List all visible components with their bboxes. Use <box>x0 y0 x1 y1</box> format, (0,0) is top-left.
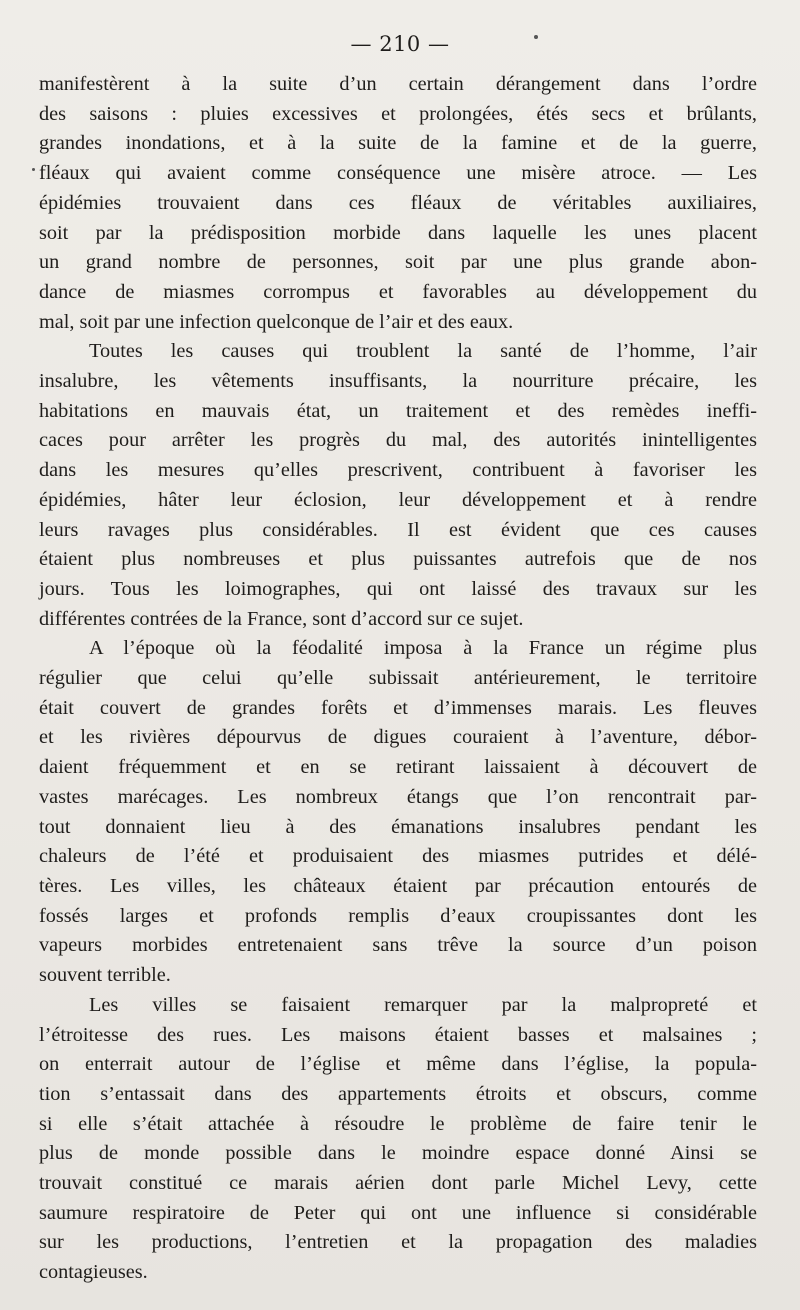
text-line: sur les productions, l’entretien et la propagation des maladies <box>39 1231 757 1254</box>
text-line: tion s’entassait dans des appartements étroits et obscurs, comme <box>39 1082 757 1105</box>
text-line: l’étroitesse des rues. Les maisons étaient basses et malsaines ; <box>39 1023 757 1046</box>
text-line: mal, soit par une infection quelconque de l’air et des eaux. <box>39 310 514 333</box>
text-line: saumure respiratoire de Peter qui ont une influence si considérable <box>39 1201 757 1224</box>
text-line: jours. Tous les loimographes, qui ont laissé des travaux sur les <box>39 577 757 600</box>
text-line: soit par la prédisposition morbide dans laquelle les unes placent <box>39 221 757 244</box>
text-line: habitations en mauvais état, un traitement et des remèdes ineffi- <box>39 399 757 422</box>
text-line: Les villes se faisaient remarquer par la malpropreté et <box>89 993 757 1016</box>
text-line: vapeurs morbides entretenaient sans trêve la source d’un poison <box>39 934 757 957</box>
text-line: leurs ravages plus considérables. Il est évident que ces causes <box>39 518 757 541</box>
text-line: Toutes les causes qui troublent la santé de l’homme, l’air <box>89 340 757 363</box>
body-text <box>39 70 757 1288</box>
text-line: si elle s’était attachée à résoudre le problème de faire tenir le <box>39 1112 757 1135</box>
text-line: des saisons : pluies excessives et prolongées, étés secs et brûlants, <box>39 102 757 125</box>
text-line: chaleurs de l’été et produisaient des miasmes putrides et délé- <box>39 845 757 868</box>
text-line: un grand nombre de personnes, soit par une plus grande abon- <box>39 251 757 274</box>
text-line: souvent terrible. <box>39 964 171 987</box>
text-line: épidémies trouvaient dans ces fléaux de véritables auxiliaires, <box>39 191 757 214</box>
paragraph <box>39 337 757 634</box>
text-line: on enterrait autour de l’église et même dans l’église, la popula- <box>39 1053 757 1076</box>
text-line: et les rivières dépourvus de digues couraient à l’aventure, débor- <box>39 726 757 749</box>
text-line: tout donnaient lieu à des émanations insalubres pendant les <box>39 815 757 838</box>
ink-speck <box>32 168 35 171</box>
text-line: dans les mesures qu’elles prescrivent, contribuent à favoriser les <box>39 459 757 482</box>
text-line: caces pour arrêter les progrès du mal, des autorités inintelligentes <box>39 429 757 452</box>
text-line: trouvait constitué ce marais aérien dont parle Michel Levy, cette <box>39 1172 757 1195</box>
page-number: — 210 — <box>350 32 450 56</box>
text-line: régulier que celui qu’elle subissait antérieurement, le territoire <box>39 667 757 690</box>
text-line: A l’époque où la féodalité imposa à la France un régime plus <box>89 637 757 660</box>
paragraph <box>39 991 757 1288</box>
text-line: étaient plus nombreuses et plus puissantes autrefois que de nos <box>39 548 757 571</box>
text-line: dance de miasmes corrompus et favorables au développement du <box>39 280 757 303</box>
text-line: était couvert de grandes forêts et d’immenses marais. Les fleuves <box>39 696 757 719</box>
text-line: fléaux qui avaient comme conséquence une misère atroce. — Les <box>39 162 757 185</box>
paragraph <box>39 634 757 990</box>
text-line: différentes contrées de la France, sont d’accord sur ce sujet. <box>39 607 524 630</box>
text-line: contagieuses. <box>39 1261 148 1284</box>
text-line: épidémies, hâter leur éclosion, leur développement et à rendre <box>39 488 757 511</box>
text-line: daient fréquemment et en se retirant laissaient à découvert de <box>39 756 757 779</box>
text-line: fossés larges et profonds remplis d’eaux croupissantes dont les <box>39 904 757 927</box>
paragraph <box>39 70 757 337</box>
text-line: grandes inondations, et à la suite de la famine et de la guerre, <box>39 132 757 155</box>
text-line: vastes marécages. Les nombreux étangs que l’on rencontrait par- <box>39 785 757 808</box>
text-line: manifestèrent à la suite d’un certain dérangement dans l’ordre <box>39 73 757 95</box>
text-line: insalubre, les vêtements insuffisants, la nourriture précaire, les <box>39 370 757 393</box>
ink-speck <box>534 35 538 39</box>
text-line: tères. Les villes, les châteaux étaient par précaution entourés de <box>39 874 757 897</box>
text-line: plus de monde possible dans le moindre espace donné Ainsi se <box>39 1142 757 1165</box>
